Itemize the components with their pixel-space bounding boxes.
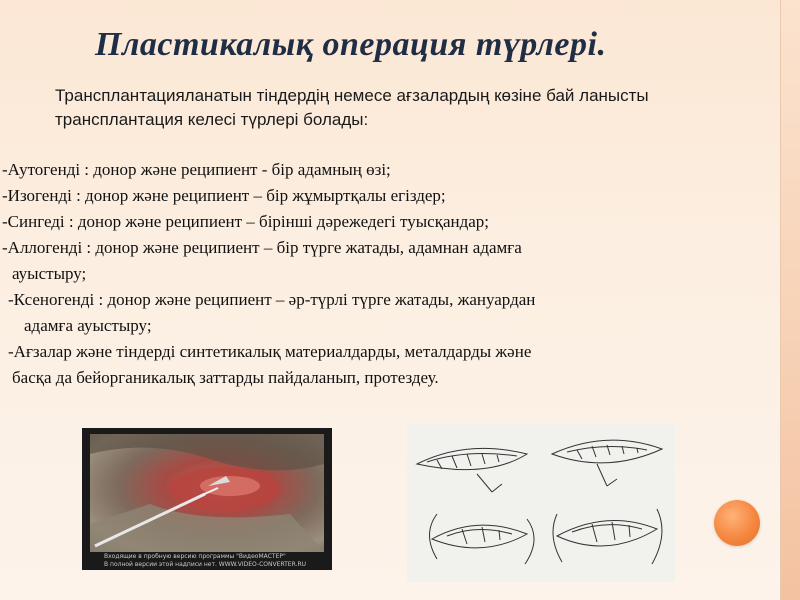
photo-watermark-line: В полной версии этой надписи нет. WWW.VIDEO-CONVERTER.RU	[104, 561, 307, 568]
list-item	[2, 287, 772, 339]
right-decor-line	[780, 0, 781, 600]
surgery-sketch-drawing	[407, 424, 675, 582]
list-item-continuation: басқа да бейорганикалық заттарды пайдаланып, протездеу.	[12, 368, 439, 387]
right-decor-band	[780, 0, 800, 600]
list-item	[2, 339, 772, 391]
surgery-photo	[82, 428, 332, 570]
list-item-continuation: адамға ауыстыру;	[24, 316, 152, 335]
list-item	[2, 183, 772, 209]
decorative-circle	[714, 500, 760, 546]
transplant-types-list	[2, 157, 772, 391]
photo-watermark	[104, 553, 314, 569]
surgery-photo-image	[90, 434, 324, 552]
list-item-continuation: ауыстыру;	[12, 264, 87, 283]
list-item	[2, 209, 772, 235]
list-item-text: -Сингеді : донор және реципиент – бірінші дәрежедегі туысқандар;	[2, 212, 490, 231]
slide-title: Пластикалық операция түрлері.	[95, 26, 607, 63]
intro-text: Трансплантацияланатын тіндердің немесе ағзалардың көзіне бай ланысты трансплантация келесі түрлері болады:	[55, 86, 649, 129]
list-item-text: -Ағзалар және тіндерді синтетикалық материалдарды, металдарды және	[8, 342, 532, 361]
surgery-photo-drawing	[90, 434, 324, 552]
list-item	[2, 235, 772, 287]
list-item-text: -Ксеногенді : донор және реципиент – әр-түрлі түрге жатады, жануардан	[8, 290, 536, 309]
list-item-text: -Аллогенді : донор және реципиент – бір түрге жатады, адамнан адамға	[2, 238, 522, 257]
list-item	[2, 157, 772, 183]
photo-watermark-line: Входящие в пробную версию программы "ВидеоМАСТЕР"	[104, 553, 286, 560]
list-item-text: -Аутогенді : донор және реципиент - бір адамның өзі;	[2, 160, 391, 179]
list-item-text: -Изогенді : донор және реципиент – бір жұмыртқалы егіздер;	[2, 186, 446, 205]
surgery-sketch	[407, 424, 675, 582]
